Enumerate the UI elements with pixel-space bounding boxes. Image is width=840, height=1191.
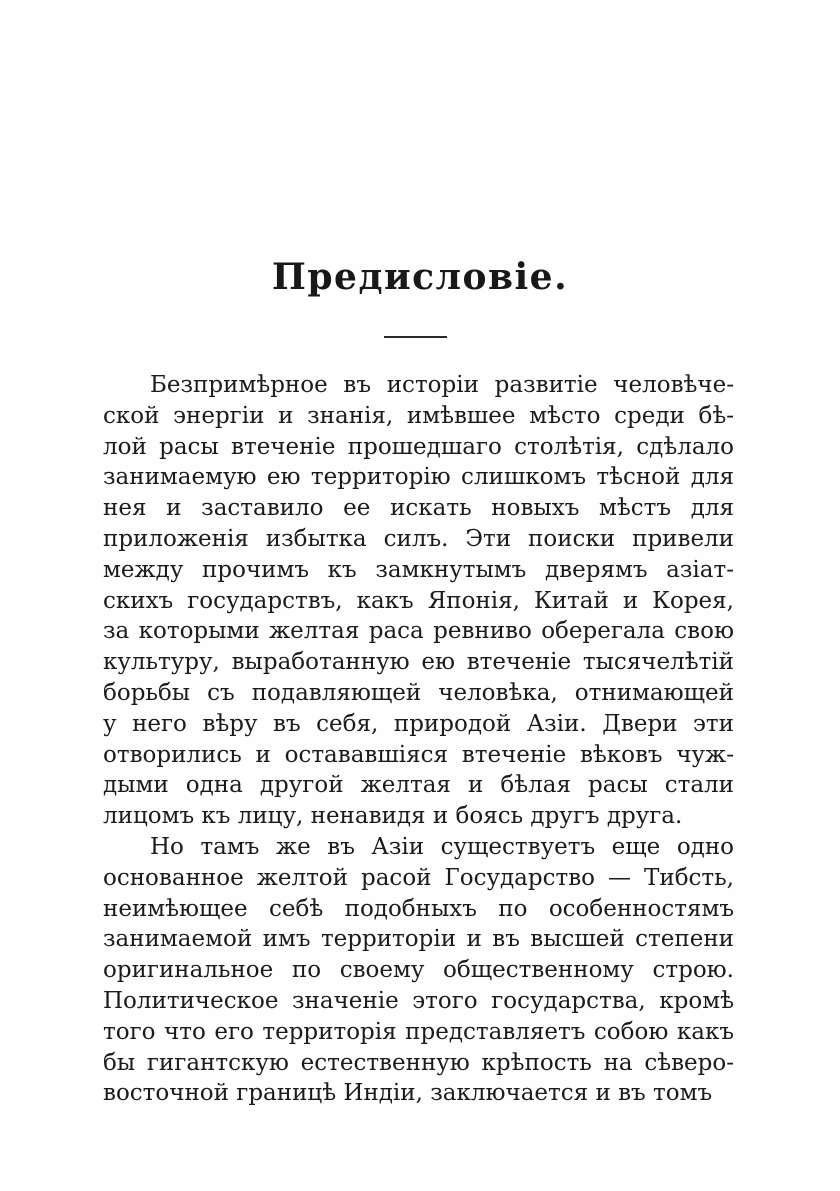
text-line: ской энергіи и знанія, имѣвшее мѣсто среди бѣ- — [103, 402, 734, 429]
text-line: Безпримѣрное въ исторіи развитіе человѣче- — [150, 372, 734, 398]
paragraph — [103, 832, 734, 1109]
text-line: борьбы съ подавляющей человѣка, отнимающей — [103, 679, 734, 706]
page-title: Предисловіе. — [271, 256, 569, 298]
title-divider — [384, 336, 447, 338]
text-line: у него вѣру въ себя, природой Азіи. Двери эти — [103, 710, 734, 737]
text-line: восточной границѣ Индіи, заключается и въ томъ — [103, 1080, 713, 1107]
text-line: лой расы втеченіе прошедшаго столѣтія, сдѣлало — [103, 433, 734, 460]
text-line: отворились и остававшіяся втеченіе вѣковъ чуж- — [103, 741, 734, 768]
text-line: приложенія избытка силъ. Эти поиски привели — [103, 525, 734, 552]
text-line: скихъ государствъ, какъ Японія, Китай и Корея, — [103, 587, 734, 614]
text-line: основанное желтой расой Государство — Тибсть, — [103, 864, 734, 891]
text-line: Но тамъ же въ Азіи существуетъ еще одно — [150, 833, 734, 860]
text-line: того что его территорія представляетъ собою какъ — [103, 1018, 734, 1045]
text-line: за которыми желтая раса ревниво оберегала свою — [103, 618, 734, 645]
text-line: занимаемой имъ территоріи и въ высшей степени — [103, 926, 734, 953]
text-line: между прочимъ къ замкнутымъ дверямъ азіат- — [103, 556, 734, 583]
text-line: культуру, выработанную ею втеченіе тысячелѣтій — [103, 649, 734, 676]
text-line: Политическое значеніе этого государства, кромѣ — [103, 987, 734, 1014]
text-line: лицомъ къ лицу, ненавидя и боясь другъ друга. — [103, 803, 683, 830]
text-block — [103, 370, 734, 1109]
text-line: оригинальное по своему общественному строю. — [103, 957, 734, 984]
text-line: нея и заставило ее искать новыхъ мѣстъ для — [103, 495, 734, 522]
text-line: дыми одна другой желтая и бѣлая расы стали — [103, 772, 734, 799]
text-line: занимаемую ею территорію слишкомъ тѣсной для — [103, 464, 734, 491]
paragraph — [103, 370, 734, 832]
text-line: неимѣющее себѣ подобныхъ по особенностямъ — [103, 895, 734, 922]
text-line: бы гигантскую естественную крѣпость на сѣверо- — [103, 1049, 734, 1076]
